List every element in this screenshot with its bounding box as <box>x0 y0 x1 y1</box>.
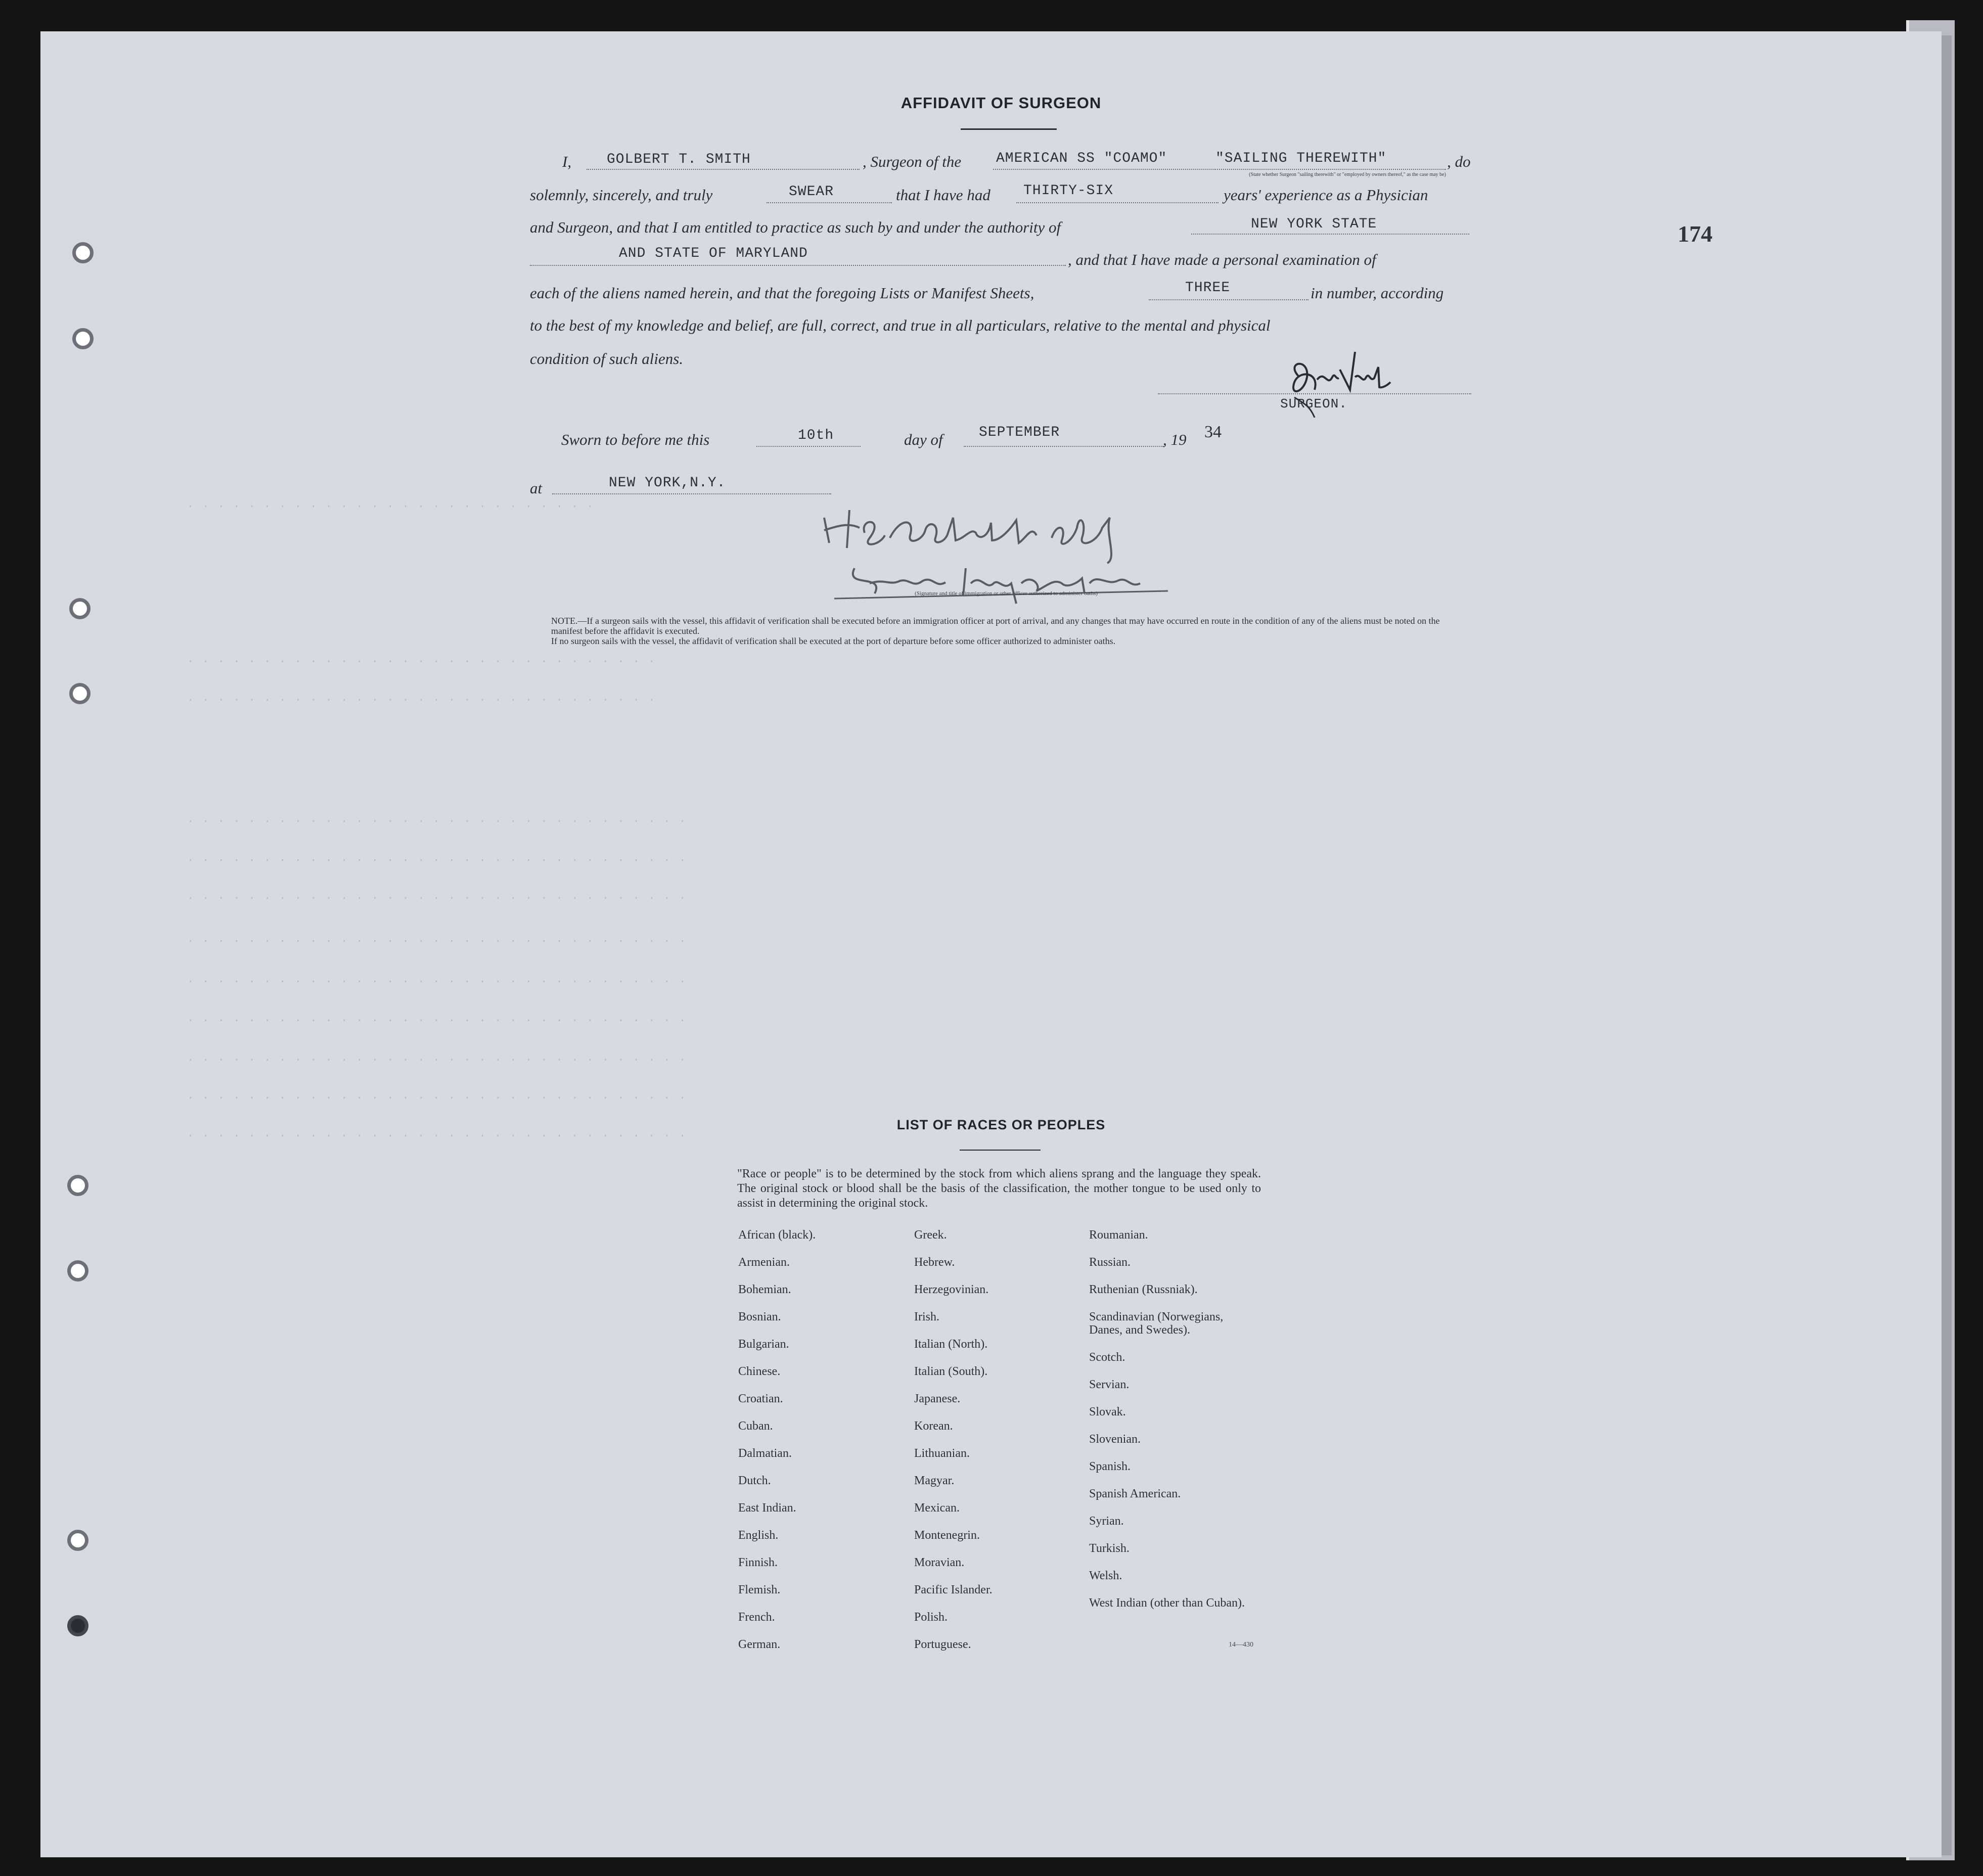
race-item: Ruthenian (Russniak). <box>1089 1283 1198 1296</box>
race-item: Slovak. <box>1089 1405 1126 1419</box>
race-item: Scandinavian (Norwegians, Danes, and Swedes). <box>1089 1310 1224 1337</box>
race-item: Greek. <box>914 1228 947 1242</box>
surgeon-name: GOLBERT T. SMITH <box>607 152 751 167</box>
authority-2: AND STATE OF MARYLAND <box>619 246 808 261</box>
authority-line-1 <box>1191 234 1469 235</box>
race-item: Finnish. <box>738 1556 778 1569</box>
races-column-3 <box>1089 1228 1256 1624</box>
race-item: African (black). <box>738 1228 816 1242</box>
race-item: Italian (North). <box>914 1338 988 1351</box>
vessel-name: AMERICAN SS "COAMO" <box>996 151 1167 166</box>
text-i: I, <box>562 153 572 170</box>
binder-hole <box>69 598 91 619</box>
races-column-2 <box>914 1228 1081 1665</box>
signature-caption: (Signature and title of immigration or other officer authorized to administer oaths) <box>915 590 1098 597</box>
race-item: Korean. <box>914 1420 953 1433</box>
place-line <box>552 493 831 494</box>
sheets-line <box>1149 299 1309 300</box>
text-and-surgeon: and Surgeon, and that I am entitled to practice as such by and under the authority of <box>530 218 1061 236</box>
years-line <box>1016 202 1219 203</box>
race-item: Servian. <box>1089 1378 1130 1391</box>
race-item: West Indian (other than Cuban). <box>1089 1596 1245 1610</box>
race-item: Japanese. <box>914 1392 961 1405</box>
race-item: Russian. <box>1089 1256 1131 1269</box>
race-item: Pacific Islander. <box>914 1583 993 1596</box>
text-sworn: Sworn to before me this <box>561 431 710 448</box>
text-day-of: day of <box>904 431 943 448</box>
race-item: Herzegovinian. <box>914 1283 989 1296</box>
sworn-month: SEPTEMBER <box>979 425 1060 440</box>
binder-hole <box>72 242 94 263</box>
race-item: Magyar. <box>914 1474 955 1487</box>
races-title-underline <box>960 1150 1041 1151</box>
race-item: Croatian. <box>738 1392 783 1405</box>
text-condition: condition of such aliens. <box>530 350 684 368</box>
race-item: Polish. <box>914 1611 948 1624</box>
race-item: Flemish. <box>738 1583 781 1596</box>
race-item: German. <box>738 1638 781 1651</box>
race-item: Chinese. <box>738 1365 781 1378</box>
oath-line <box>767 202 892 203</box>
officer-signature <box>814 497 1219 619</box>
race-item: Irish. <box>914 1310 939 1323</box>
affidavit-title: AFFIDAVIT OF SURGEON <box>900 94 1102 112</box>
races-title: LIST OF RACES OR PEOPLES <box>896 1117 1106 1132</box>
race-item: Cuban. <box>738 1420 773 1433</box>
surgeon-name-line <box>587 169 860 170</box>
race-item: Dalmatian. <box>738 1447 792 1460</box>
day-line <box>756 446 861 447</box>
race-item: Hebrew. <box>914 1256 955 1269</box>
races-column-1 <box>738 1228 905 1665</box>
race-item: French. <box>738 1611 775 1624</box>
race-item: Roumanian. <box>1089 1228 1148 1242</box>
text-do: , do <box>1447 153 1471 170</box>
binder-hole <box>72 328 94 349</box>
text-each-alien: each of the aliens named herein, and that the foregoing Lists or Manifest Sheets, <box>530 284 1034 302</box>
sailing-line <box>1213 169 1446 170</box>
race-item: Slovenian. <box>1089 1433 1141 1446</box>
binder-hole <box>67 1260 88 1282</box>
authority-line-2 <box>530 265 1066 266</box>
race-item: Montenegrin. <box>914 1529 980 1542</box>
form-number: 14—430 <box>1229 1641 1253 1649</box>
note-block <box>551 616 1471 646</box>
note-2: If no surgeon sails with the vessel, the affidavit of verification shall be executed at the port of departure before some officer authorized to administer oaths. <box>551 636 1116 646</box>
text-examination: , and that I have made a personal examination of <box>1068 251 1376 268</box>
sworn-day: 10th <box>798 428 834 443</box>
text-best-of-knowledge: to the best of my knowledge and belief, are full, correct, and true in all particulars, relative to the mental and physical <box>530 316 1271 334</box>
sheets-count: THREE <box>1185 280 1231 296</box>
races-intro: "Race or people" is to be determined by the stock from which aliens sprang and the language they speak. The original stock or blood shall be the basis of the classification, the mother tongue to be used only to assist in determining the original stock. <box>737 1167 1261 1210</box>
race-item: Italian (South). <box>914 1365 988 1378</box>
race-item: Armenian. <box>738 1256 790 1269</box>
race-item: Bosnian. <box>738 1310 781 1323</box>
race-item: Bulgarian. <box>738 1338 789 1351</box>
years-experience: THIRTY-SIX <box>1023 183 1114 199</box>
oath-type: SWEAR <box>789 184 834 200</box>
binder-hole <box>67 1615 88 1636</box>
race-item: Lithuanian. <box>914 1447 970 1460</box>
race-item: Portuguese. <box>914 1638 971 1651</box>
race-item: Syrian. <box>1089 1515 1124 1528</box>
text-in-number: in number, according <box>1311 284 1444 302</box>
race-item: Mexican. <box>914 1501 960 1515</box>
race-item: Spanish American. <box>1089 1487 1181 1500</box>
surgeon-label: SURGEON. <box>1280 396 1347 411</box>
race-item: Welsh. <box>1089 1569 1122 1582</box>
race-item: Moravian. <box>914 1556 965 1569</box>
text-at: at <box>530 479 543 497</box>
note-1: NOTE.—If a surgeon sails with the vessel, this affidavit of verification shall be executed before an immigration officer at port of arrival, and any changes that may have occurred en route in the condition of any of the aliens must be noted on the manifest before the affidavit is executed. <box>551 616 1440 636</box>
binder-hole <box>67 1175 88 1196</box>
race-item: East Indian. <box>738 1501 796 1515</box>
authority-1: NEW YORK STATE <box>1251 216 1377 232</box>
sworn-place: NEW YORK,N.Y. <box>609 475 726 491</box>
text-that-i-have-had: that I have had <box>896 186 990 204</box>
race-item: English. <box>738 1529 779 1542</box>
binder-hole <box>69 683 91 704</box>
page-number: 174 <box>1678 221 1712 247</box>
race-item: Scotch. <box>1089 1351 1125 1364</box>
race-item: Dutch. <box>738 1474 771 1487</box>
text-year-prefix: , 19 <box>1163 431 1187 448</box>
sworn-year: 34 <box>1204 423 1222 441</box>
race-item: Spanish. <box>1089 1460 1131 1473</box>
sailing-note: (State whether Surgeon "sailing therewith" or "employed by owners thereof," as the case may be) <box>1249 172 1446 177</box>
race-item: Turkish. <box>1089 1542 1130 1555</box>
binder-hole <box>67 1530 88 1551</box>
title-underline <box>961 128 1057 130</box>
text-surgeon-of: , Surgeon of the <box>863 153 962 170</box>
race-item: Bohemian. <box>738 1283 791 1296</box>
text-years-experience: years' experience as a Physician <box>1224 186 1428 204</box>
month-line <box>964 446 1164 447</box>
sailing-status: "SAILING THEREWITH" <box>1215 151 1387 166</box>
text-solemnly: solemnly, sincerely, and truly <box>530 186 713 204</box>
vessel-line <box>993 169 1212 170</box>
